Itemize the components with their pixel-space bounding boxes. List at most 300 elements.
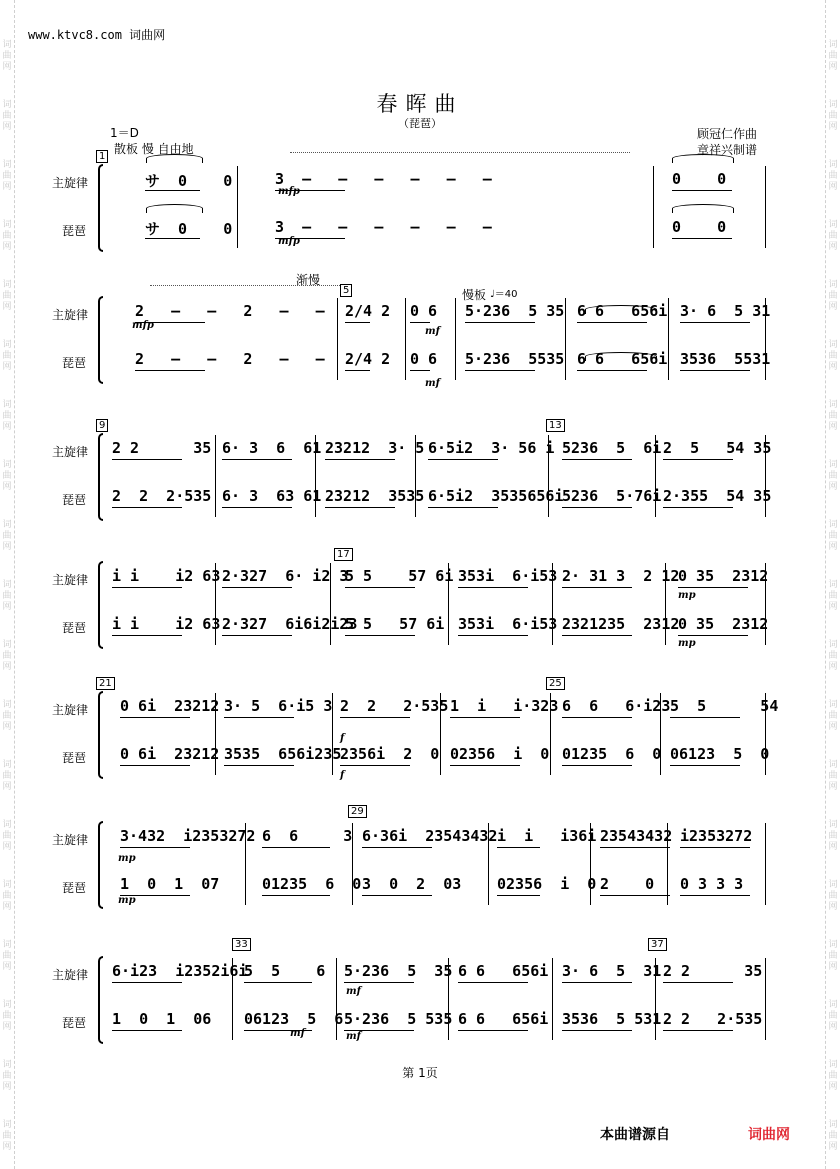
beam-line	[345, 322, 370, 323]
watermark-char: 词	[828, 160, 838, 170]
beam-line	[145, 190, 200, 191]
watermark-char: 词	[828, 100, 838, 110]
watermark-char: 网	[2, 122, 12, 132]
watermark-char: 词	[2, 520, 12, 530]
beam-line	[562, 717, 632, 718]
rehearsal-mark: 5	[340, 284, 352, 297]
barline	[552, 958, 553, 1040]
rehearsal-mark: 37	[648, 938, 667, 951]
dynamic-marking: mf	[290, 1028, 305, 1039]
rehearsal-mark: 1	[96, 150, 108, 163]
watermark-char: 词	[2, 40, 12, 50]
measure-melody: 23543432	[600, 827, 673, 845]
watermark-char: 曲	[2, 411, 12, 421]
rehearsal-mark: 9	[96, 419, 108, 432]
measure-melody: i2353272	[680, 827, 753, 845]
system-brace	[98, 433, 103, 521]
watermark-char: 网	[2, 242, 12, 252]
beam-line	[345, 635, 415, 636]
measure-melody: 2/4 2	[345, 302, 391, 320]
watermark-char: 词	[2, 820, 12, 830]
measure-pipa: 3 0 2 03	[362, 875, 462, 893]
beam-line	[680, 370, 750, 371]
right-watermark-strip	[825, 0, 840, 1169]
watermark-char: 网	[2, 1022, 12, 1032]
measure-pipa: 0 6i 23212	[120, 745, 220, 763]
measure-pipa: 353i 6·i53	[458, 615, 558, 633]
watermark-char: 词	[828, 760, 838, 770]
beam-line	[344, 982, 414, 983]
beam-line	[562, 507, 632, 508]
rehearsal-mark: 25	[546, 677, 565, 690]
measure-melody: i i i2 63	[112, 567, 221, 585]
watermark-char: 曲	[2, 771, 12, 781]
watermark-char: 词	[828, 940, 838, 950]
watermark-char: 曲	[2, 531, 12, 541]
measure-melody: 5 5 57 6i	[345, 567, 454, 585]
beam-line	[465, 370, 535, 371]
beam-line	[663, 1030, 733, 1031]
measure-melody: 3· 5 6·i5 3	[224, 697, 333, 715]
measure-pipa: 5236 5·76i	[562, 487, 662, 505]
barline	[215, 435, 216, 517]
beam-line	[562, 765, 632, 766]
watermark-char: 曲	[2, 1131, 12, 1141]
dynamic-marking: mp	[678, 590, 696, 601]
watermark-char: 网	[828, 1142, 838, 1152]
watermark-char: 网	[2, 962, 12, 972]
beam-line	[120, 765, 190, 766]
measure-melody: サ 0 0	[145, 172, 233, 190]
watermark-char: 曲	[2, 951, 12, 961]
watermark-char: 词	[2, 340, 12, 350]
measure-melody: 6 6 3	[262, 827, 353, 845]
beam-line	[670, 765, 740, 766]
beam-line	[458, 587, 528, 588]
watermark-char: 网	[2, 902, 12, 912]
rehearsal-mark: 33	[232, 938, 251, 951]
barline	[765, 166, 766, 248]
beam-line	[562, 459, 632, 460]
beam-line	[222, 459, 292, 460]
measure-pipa: 6·5i2 3535656i	[428, 487, 564, 505]
trill-line	[150, 285, 340, 290]
watermark-char: 曲	[2, 591, 12, 601]
watermark-char: 网	[828, 1082, 838, 1092]
watermark-char: 曲	[828, 291, 838, 301]
part-label-pipa: 琵琶	[62, 751, 87, 765]
watermark-char: 曲	[2, 831, 12, 841]
beam-line	[112, 507, 182, 508]
beam-line	[678, 635, 748, 636]
system-brace	[98, 821, 103, 909]
tie-arc	[585, 352, 657, 361]
measure-pipa: 0 6	[410, 350, 438, 368]
watermark-char: 网	[2, 182, 12, 192]
watermark-char: 网	[828, 662, 838, 672]
measure-melody: 2 2 35	[112, 439, 212, 457]
watermark-char: 曲	[828, 171, 838, 181]
beam-line	[362, 847, 432, 848]
measure-melody: 2 – – 2 – –	[135, 302, 325, 320]
left-watermark-strip	[0, 0, 15, 1169]
barline	[405, 298, 406, 380]
dynamic-marking: mfp	[278, 186, 300, 197]
watermark-char: 词	[2, 1000, 12, 1010]
measure-melody: 2 5 54 35	[663, 439, 772, 457]
watermark-char: 网	[828, 902, 838, 912]
measure-melody: 5·236 5 35	[344, 962, 453, 980]
system-brace	[98, 691, 103, 779]
tempo-change-label: 渐慢	[296, 273, 321, 287]
measure-pipa: 3536 5531	[680, 350, 771, 368]
measure-pipa: 2 2 2·535	[663, 1010, 763, 1028]
rehearsal-mark: 21	[96, 677, 115, 690]
watermark-char: 曲	[828, 111, 838, 121]
tempo-slow-label: 慢板	[462, 288, 487, 302]
part-label-melody: 主旋律	[52, 308, 89, 322]
watermark-char: 词	[828, 1060, 838, 1070]
dynamic-marking: mfp	[278, 236, 300, 247]
watermark-char: 网	[828, 542, 838, 552]
watermark-char: 网	[2, 842, 12, 852]
beam-line	[428, 507, 498, 508]
measure-melody: 6·5i2 3· 56 i	[428, 439, 555, 457]
dynamic-marking: f	[340, 770, 345, 781]
watermark-char: 曲	[2, 711, 12, 721]
watermark-char: 曲	[828, 471, 838, 481]
watermark-char: 曲	[828, 891, 838, 901]
barline	[565, 298, 566, 380]
source-label: 本曲谱源自	[600, 1127, 670, 1143]
watermark-char: 词	[2, 940, 12, 950]
watermark-char: 网	[2, 362, 12, 372]
part-label-pipa: 琵琶	[62, 881, 87, 895]
beam-line	[672, 190, 732, 191]
watermark-char: 曲	[2, 171, 12, 181]
part-label-melody: 主旋律	[52, 703, 89, 717]
watermark-char: 曲	[828, 711, 838, 721]
measure-melody: 5·236 5 35	[465, 302, 565, 320]
watermark-char: 网	[828, 602, 838, 612]
page-number: 第 1页	[402, 1066, 438, 1080]
watermark-char: 词	[2, 220, 12, 230]
beam-line	[600, 847, 670, 848]
dynamic-marking: mp	[678, 638, 696, 649]
watermark-char: 曲	[828, 231, 838, 241]
dynamic-marking: mf	[425, 326, 440, 337]
watermark-char: 词	[828, 580, 838, 590]
system-brace	[98, 956, 103, 1044]
beam-line	[497, 847, 540, 848]
measure-pipa: 2 – – 2 – –	[135, 350, 325, 368]
beam-line	[262, 847, 330, 848]
measure-melody: 2 2 35	[663, 962, 763, 980]
measure-pipa: 23212 3535	[325, 487, 425, 505]
beam-line	[112, 459, 182, 460]
rehearsal-mark: 29	[348, 805, 367, 818]
watermark-char: 曲	[828, 591, 838, 601]
beam-line	[600, 895, 670, 896]
watermark-char: 曲	[828, 411, 838, 421]
measure-melody: 3· 6 5 31	[562, 962, 662, 980]
measure-melody: 6·i23 i2352i6i	[112, 962, 248, 980]
measure-pipa: 6· 3 63 61	[222, 487, 322, 505]
watermark-char: 网	[828, 362, 838, 372]
dynamic-marking: mp	[118, 895, 136, 906]
beam-line	[458, 635, 528, 636]
dynamic-marking: mfp	[132, 320, 154, 331]
measure-melody: 2· 31 3 2 12	[562, 567, 680, 585]
watermark-char: 词	[828, 280, 838, 290]
beam-line	[224, 765, 294, 766]
watermark-char: 网	[828, 62, 838, 72]
watermark-char: 网	[828, 182, 838, 192]
watermark-char: 词	[828, 700, 838, 710]
watermark-char: 词	[2, 880, 12, 890]
beam-line	[577, 370, 647, 371]
measure-melody: 6 6 656i	[577, 302, 668, 320]
beam-line	[458, 982, 528, 983]
watermark-char: 网	[828, 842, 838, 852]
barline	[668, 298, 669, 380]
dynamic-marking: mf	[425, 378, 440, 389]
measure-melody: 0 0	[672, 170, 727, 188]
beam-line	[497, 895, 540, 896]
beam-line	[120, 717, 190, 718]
watermark-char: 曲	[2, 291, 12, 301]
beam-line	[663, 459, 733, 460]
measure-pipa: 02356 i 0	[450, 745, 550, 763]
watermark-char: 词	[2, 580, 12, 590]
watermark-char: 词	[2, 400, 12, 410]
measure-melody: 3 – – – – – –	[275, 170, 492, 188]
watermark-char: 网	[828, 122, 838, 132]
barline	[237, 166, 238, 248]
beam-line	[262, 895, 330, 896]
measure-melody: 6·36i 23543432	[362, 827, 498, 845]
watermark-char: 网	[828, 722, 838, 732]
watermark-char: 网	[2, 62, 12, 72]
measure-pipa: 3535 656i235	[224, 745, 342, 763]
tie-arc	[672, 154, 734, 163]
beam-line	[325, 507, 395, 508]
beam-line	[112, 1030, 182, 1031]
beam-line	[678, 587, 748, 588]
tie-arc	[146, 204, 203, 213]
watermark-char: 网	[2, 782, 12, 792]
watermark-char: 曲	[2, 351, 12, 361]
measure-pipa: 2356i 2 0	[340, 745, 440, 763]
part-label-pipa: 琵琶	[62, 621, 87, 635]
barline	[765, 823, 766, 905]
trill-line	[290, 152, 630, 157]
watermark-char: 网	[2, 1082, 12, 1092]
beam-line	[345, 587, 415, 588]
watermark-char: 网	[2, 302, 12, 312]
part-label-pipa: 琵琶	[62, 356, 87, 370]
page-title: 春晖曲	[376, 92, 464, 116]
dynamic-marking: mp	[118, 853, 136, 864]
measure-pipa: 01235 6 0	[262, 875, 362, 893]
watermark-char: 网	[2, 542, 12, 552]
watermark-char: 词	[828, 40, 838, 50]
watermark-char: 网	[2, 1142, 12, 1152]
system-brace	[98, 296, 103, 384]
beam-line	[680, 322, 750, 323]
beam-line	[222, 507, 292, 508]
watermark-char: 网	[828, 962, 838, 972]
watermark-char: 曲	[2, 471, 12, 481]
part-label-melody: 主旋律	[52, 573, 89, 587]
watermark-char: 曲	[2, 111, 12, 121]
beam-line	[410, 322, 430, 323]
composer-credit: 顾冠仁作曲	[697, 127, 758, 141]
part-label-pipa: 琵琶	[62, 224, 87, 238]
watermark-char: 词	[828, 520, 838, 530]
watermark-char: 词	[2, 100, 12, 110]
beam-line	[450, 717, 520, 718]
barline	[337, 298, 338, 380]
arranger-credit: 章祥兴制谱	[697, 143, 758, 157]
measure-melody: 5 5 6	[244, 962, 326, 980]
beam-line	[562, 1030, 632, 1031]
beam-line	[562, 982, 632, 983]
beam-line	[428, 459, 498, 460]
measure-pipa: 0 3 3 3	[680, 875, 744, 893]
part-label-melody: 主旋律	[52, 445, 89, 459]
watermark-char: 曲	[2, 231, 12, 241]
watermark-char: 曲	[828, 831, 838, 841]
beam-line	[680, 895, 750, 896]
measure-melody: 6 6 6·i23	[562, 697, 671, 715]
watermark-char: 词	[2, 1060, 12, 1070]
measure-melody: 6 6 656i	[458, 962, 549, 980]
measure-melody: 3· 6 5 31	[680, 302, 771, 320]
beam-line	[663, 507, 733, 508]
site-header[interactable]: www.ktvc8.com 词曲网	[28, 28, 166, 42]
watermark-char: 词	[2, 460, 12, 470]
measure-pipa: 5·236 5535	[465, 350, 565, 368]
beam-line	[577, 322, 647, 323]
watermark-char: 曲	[828, 531, 838, 541]
measure-pipa: 06123 5 6	[244, 1010, 344, 1028]
beam-line	[562, 587, 632, 588]
watermark-char: 曲	[828, 1071, 838, 1081]
beam-line	[112, 635, 182, 636]
measure-melody: 2·327 6· i2 3	[222, 567, 349, 585]
watermark-char: 网	[828, 782, 838, 792]
measure-pipa: 6 6 656i	[577, 350, 668, 368]
barline	[765, 958, 766, 1040]
beam-line	[145, 238, 200, 239]
measure-melody: 353i 6·i53	[458, 567, 558, 585]
measure-pipa: 02356 i 0	[497, 875, 597, 893]
watermark-char: 曲	[828, 771, 838, 781]
watermark-char: 曲	[828, 1131, 838, 1141]
watermark-char: 曲	[2, 1071, 12, 1081]
beam-line	[345, 370, 370, 371]
measure-melody: 3·432 i2353272	[120, 827, 256, 845]
tie-arc	[146, 154, 203, 163]
watermark-char: 曲	[828, 351, 838, 361]
dynamic-marking: mf	[346, 1031, 361, 1042]
beam-line	[135, 370, 205, 371]
watermark-char: 曲	[2, 891, 12, 901]
part-label-melody: 主旋律	[52, 968, 89, 982]
measure-pipa: i i i2 63	[112, 615, 221, 633]
beam-line	[672, 238, 732, 239]
measure-pipa: 2321235 2312	[562, 615, 680, 633]
measure-pipa: 1 0 1 06	[112, 1010, 212, 1028]
beam-line	[222, 587, 292, 588]
watermark-char: 词	[2, 1120, 12, 1130]
measure-melody: 0 6	[410, 302, 438, 320]
measure-melody: 1 i i·323	[450, 697, 559, 715]
key-signature: 1＝D	[110, 126, 139, 140]
part-label-melody: 主旋律	[52, 833, 89, 847]
beam-line	[670, 717, 740, 718]
measure-pipa: 01235 6 0	[562, 745, 662, 763]
measure-pipa: 5·236 5 535	[344, 1010, 453, 1028]
measure-pipa: 2/4 2	[345, 350, 391, 368]
beam-line	[562, 635, 632, 636]
watermark-char: 词	[828, 880, 838, 890]
watermark-char: 词	[828, 1000, 838, 1010]
measure-melody: 0 35 2312	[678, 567, 769, 585]
tempo-intro: 散板 慢 自由地	[114, 142, 194, 156]
beam-line	[112, 982, 182, 983]
watermark-char: 网	[828, 242, 838, 252]
beam-line	[340, 717, 410, 718]
measure-melody: i i i36i	[497, 827, 597, 845]
beam-line	[458, 1030, 528, 1031]
measure-pipa: 1 0 1 07	[120, 875, 220, 893]
watermark-char: 词	[2, 700, 12, 710]
beam-line	[410, 370, 430, 371]
rehearsal-mark: 17	[334, 548, 353, 561]
tie-arc	[672, 204, 734, 213]
beam-line	[222, 635, 292, 636]
watermark-char: 曲	[828, 51, 838, 61]
watermark-char: 词	[2, 760, 12, 770]
watermark-char: 网	[2, 602, 12, 612]
measure-pipa: 3 – – – – – –	[275, 218, 492, 236]
watermark-char: 词	[828, 220, 838, 230]
measure-pipa: 0 0	[672, 218, 727, 236]
part-label-pipa: 琵琶	[62, 1016, 87, 1030]
measure-pipa: 2·327 6i6i2i23	[222, 615, 358, 633]
watermark-char: 曲	[828, 1011, 838, 1021]
beam-line	[112, 587, 182, 588]
watermark-char: 网	[2, 722, 12, 732]
measure-pipa: 5 5 57 6i	[345, 615, 445, 633]
beam-line	[224, 717, 294, 718]
beam-line	[362, 895, 432, 896]
beam-line	[244, 982, 312, 983]
barline	[653, 166, 654, 248]
watermark-char: 曲	[828, 951, 838, 961]
brand-link[interactable]: 词曲网	[748, 1127, 790, 1143]
watermark-char: 词	[828, 640, 838, 650]
measure-melody: 0 6i 23212	[120, 697, 220, 715]
measure-melody: 5236 5 6i	[562, 439, 662, 457]
beam-line	[663, 982, 733, 983]
watermark-char: 网	[2, 422, 12, 432]
system-brace	[98, 164, 103, 252]
part-label-pipa: 琵琶	[62, 493, 87, 507]
measure-melody: 2 2 2·535	[340, 697, 449, 715]
